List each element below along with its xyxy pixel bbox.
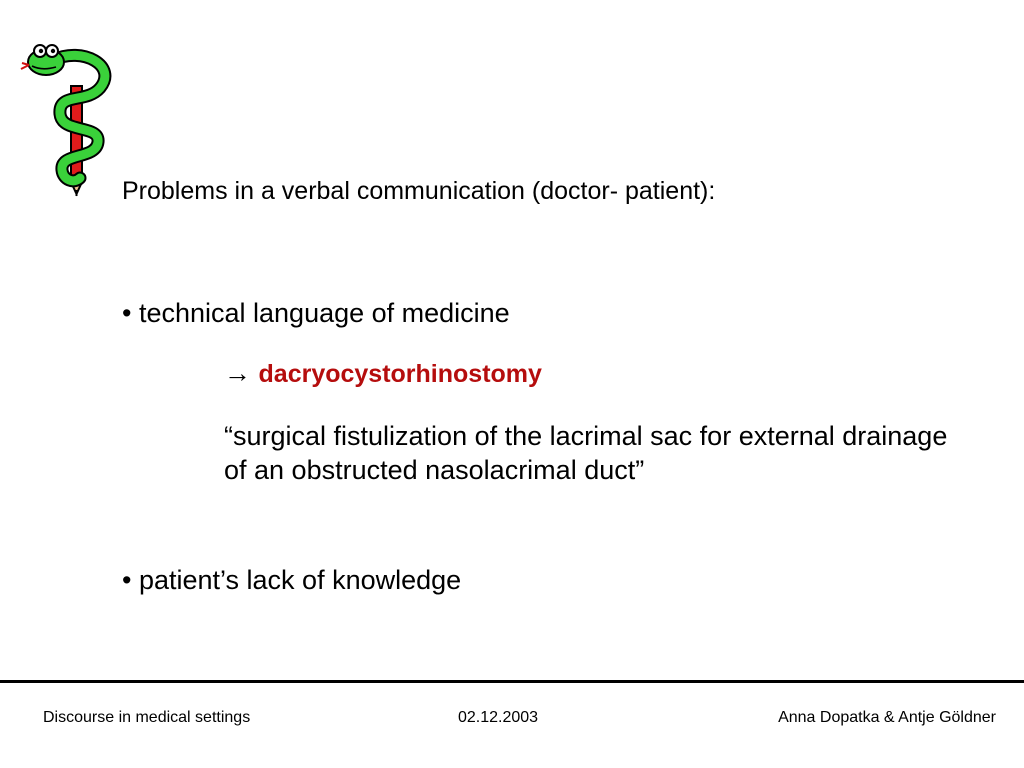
bullet-technical-language: • technical language of medicine [122,298,510,328]
footer-date: 02.12.2003 [458,709,539,726]
term-example [224,356,542,391]
footer-authors: Anna Dopatka & Antje Göldner [778,709,996,726]
caduceus-snake-staff-icon [18,38,128,198]
term-definition: “surgical fistulization of the lacrimal sac for external drainage of an obstructed nasolacrimal duct” [224,421,948,485]
medical-term: dacryocystorhinostomy [258,360,542,388]
arrow-icon: → [224,358,251,388]
slide-heading: Problems in a verbal communication (doctor- patient): [122,177,716,205]
bullet-lack-of-knowledge: • patient’s lack of knowledge [122,565,462,595]
snake-tongue [21,63,29,69]
footer-title: Discourse in medical settings [43,709,251,726]
footer-divider [0,680,1024,683]
